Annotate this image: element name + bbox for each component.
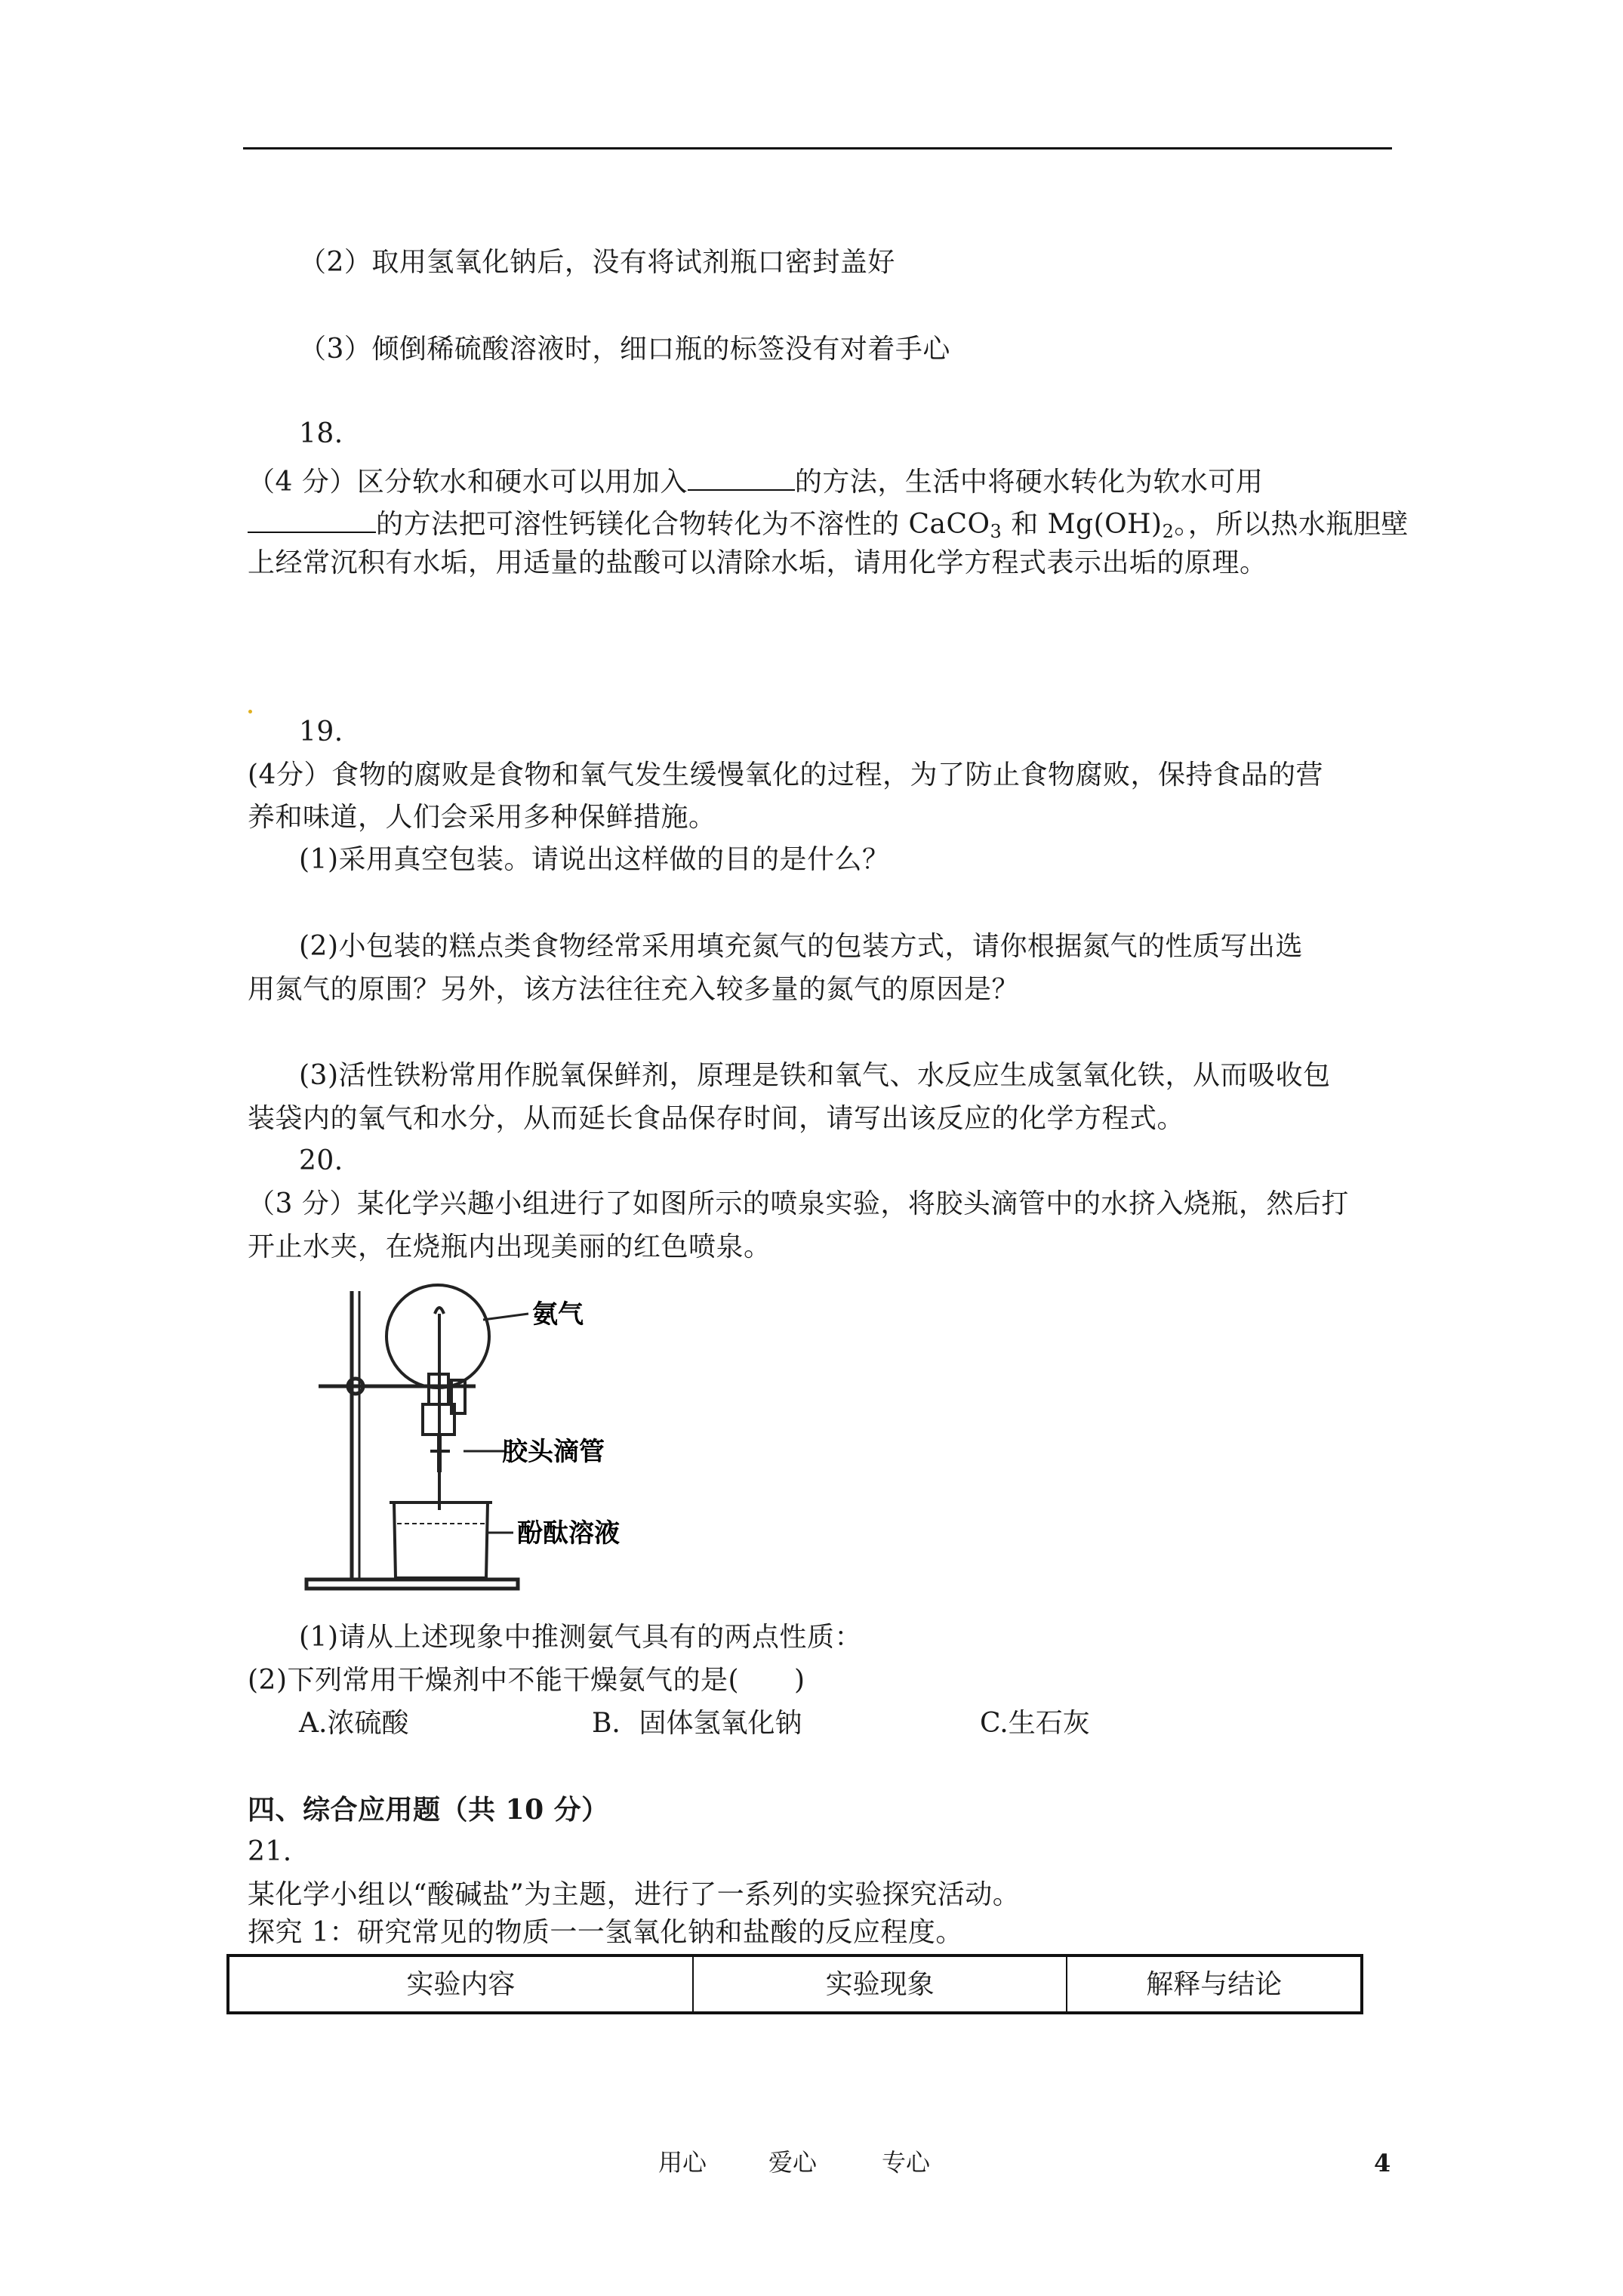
q18-text-b: 的方法，生活中将硬水转化为软水可用 [794,467,1264,498]
option-c: C.生石灰 [980,1708,1090,1739]
q18-text-d: 和 Mg(OH) [1002,509,1163,540]
stand-base [306,1579,518,1589]
q20-item-2: (2)下列常用干燥剂中不能干燥氨气的是( ) [248,1665,805,1696]
q18-line-2 [248,506,1409,540]
header-rule [243,147,1392,149]
header-content: 实验内容 [228,1955,693,2013]
experiment-table [226,1954,1363,2014]
q19-item-1: (1)采用真空包装。请说出这样做的目的是什么？ [299,844,890,875]
footer-a: 用心 [658,2148,707,2177]
table-header-row [228,1955,1362,2013]
option-b: B．固体氢氧化钠 [592,1708,802,1739]
q17-item-2: （2）取用氢氧化钠后，没有将试剂瓶口密封盖好 [299,247,895,278]
q21-number: 21. [248,1836,292,1867]
q19-line-2: 养和味道，人们会采用多种保鲜措施。 [248,802,716,833]
header-conclusion: 解释与结论 [1067,1955,1362,2013]
stray-dot [248,710,252,713]
q18-text-c: 的方法把可溶性钙镁化合物转化为不溶性的 CaCO [376,509,990,540]
q18-text-a: （4 分）区分软水和硬水可以用加入 [248,467,688,498]
fountain-experiment-figure [302,1284,694,1601]
q20-number: 20. [299,1145,343,1176]
section-4-heading: 四、综合应用题（共 10 分） [248,1794,609,1826]
q20-line-2: 开止水夹，在烧瓶内出现美丽的红色喷泉。 [248,1231,771,1262]
page-number: 4 [1374,2149,1391,2177]
tube-tip [435,1308,444,1314]
q17-item-3: （3）倾倒稀硫酸溶液时，细口瓶的标签没有对着手心 [299,334,950,365]
q19-item-3b: 装袋内的氧气和水分，从而延长食品保存时间，请写出该反应的化学方程式。 [248,1103,1185,1134]
q21-line-2: 探究 1：研究常见的物质一一氢氧化钠和盐酸的反应程度。 [248,1917,963,1948]
footer-b: 爱心 [768,2148,818,2177]
q19-item-2b: 用氮气的原围？另外，该方法往往充入较多量的氮气的原因是？ [248,974,1020,1005]
subscript-3: 3 [990,521,1002,542]
footer-c: 专心 [882,2148,931,2177]
q21-line-1: 某化学小组以“酸碱盐”为主题，进行了一系列的实验探究活动。 [248,1879,1021,1910]
q18-text-e: 。，所以热水瓶胆壁 [1174,509,1409,540]
beaker [394,1502,488,1578]
subscript-2: 2 [1162,521,1175,542]
q18-line-1 [248,464,1263,498]
q20-line-1: （3 分）某化学兴趣小组进行了如图所示的喷泉实验，将胶头滴管中的水挤入烧瓶，然后打 [248,1188,1349,1219]
q19-item-2a: (2)小包装的糕点类食物经常采用填充氮气的包装方式，请你根据氮气的性质写出选 [299,931,1303,962]
label-solution: 酚酞溶液 [517,1518,620,1549]
q18-line-3: 上经常沉积有水垢，用适量的盐酸可以清除水垢，请用化学方程式表示出垢的原理。 [248,547,1267,578]
q19-line-1: (4分）食物的腐败是食物和氧气发生缓慢氧化的过程，为了防止食物腐败，保持食品的营 [248,760,1323,791]
leader-ammonia [483,1314,528,1320]
header-phenomenon: 实验现象 [693,1955,1067,2013]
label-ammonia: 氨气 [532,1299,584,1330]
q19-item-3a: (3)活性铁粉常用作脱氧保鲜剂，原理是铁和氧气、水反应生成氢氧化铁，从而吸收包 [299,1060,1331,1091]
q19-number: 19. [299,717,343,747]
label-dropper: 胶头滴管 [502,1437,605,1467]
q18-number: 18. [299,418,343,449]
q18-blank-1[interactable] [688,464,795,491]
q18-blank-2[interactable] [248,506,376,533]
option-a: A.浓硫酸 [299,1708,409,1739]
q20-item-1: (1)请从上述现象中推测氨气具有的两点性质： [299,1622,862,1653]
